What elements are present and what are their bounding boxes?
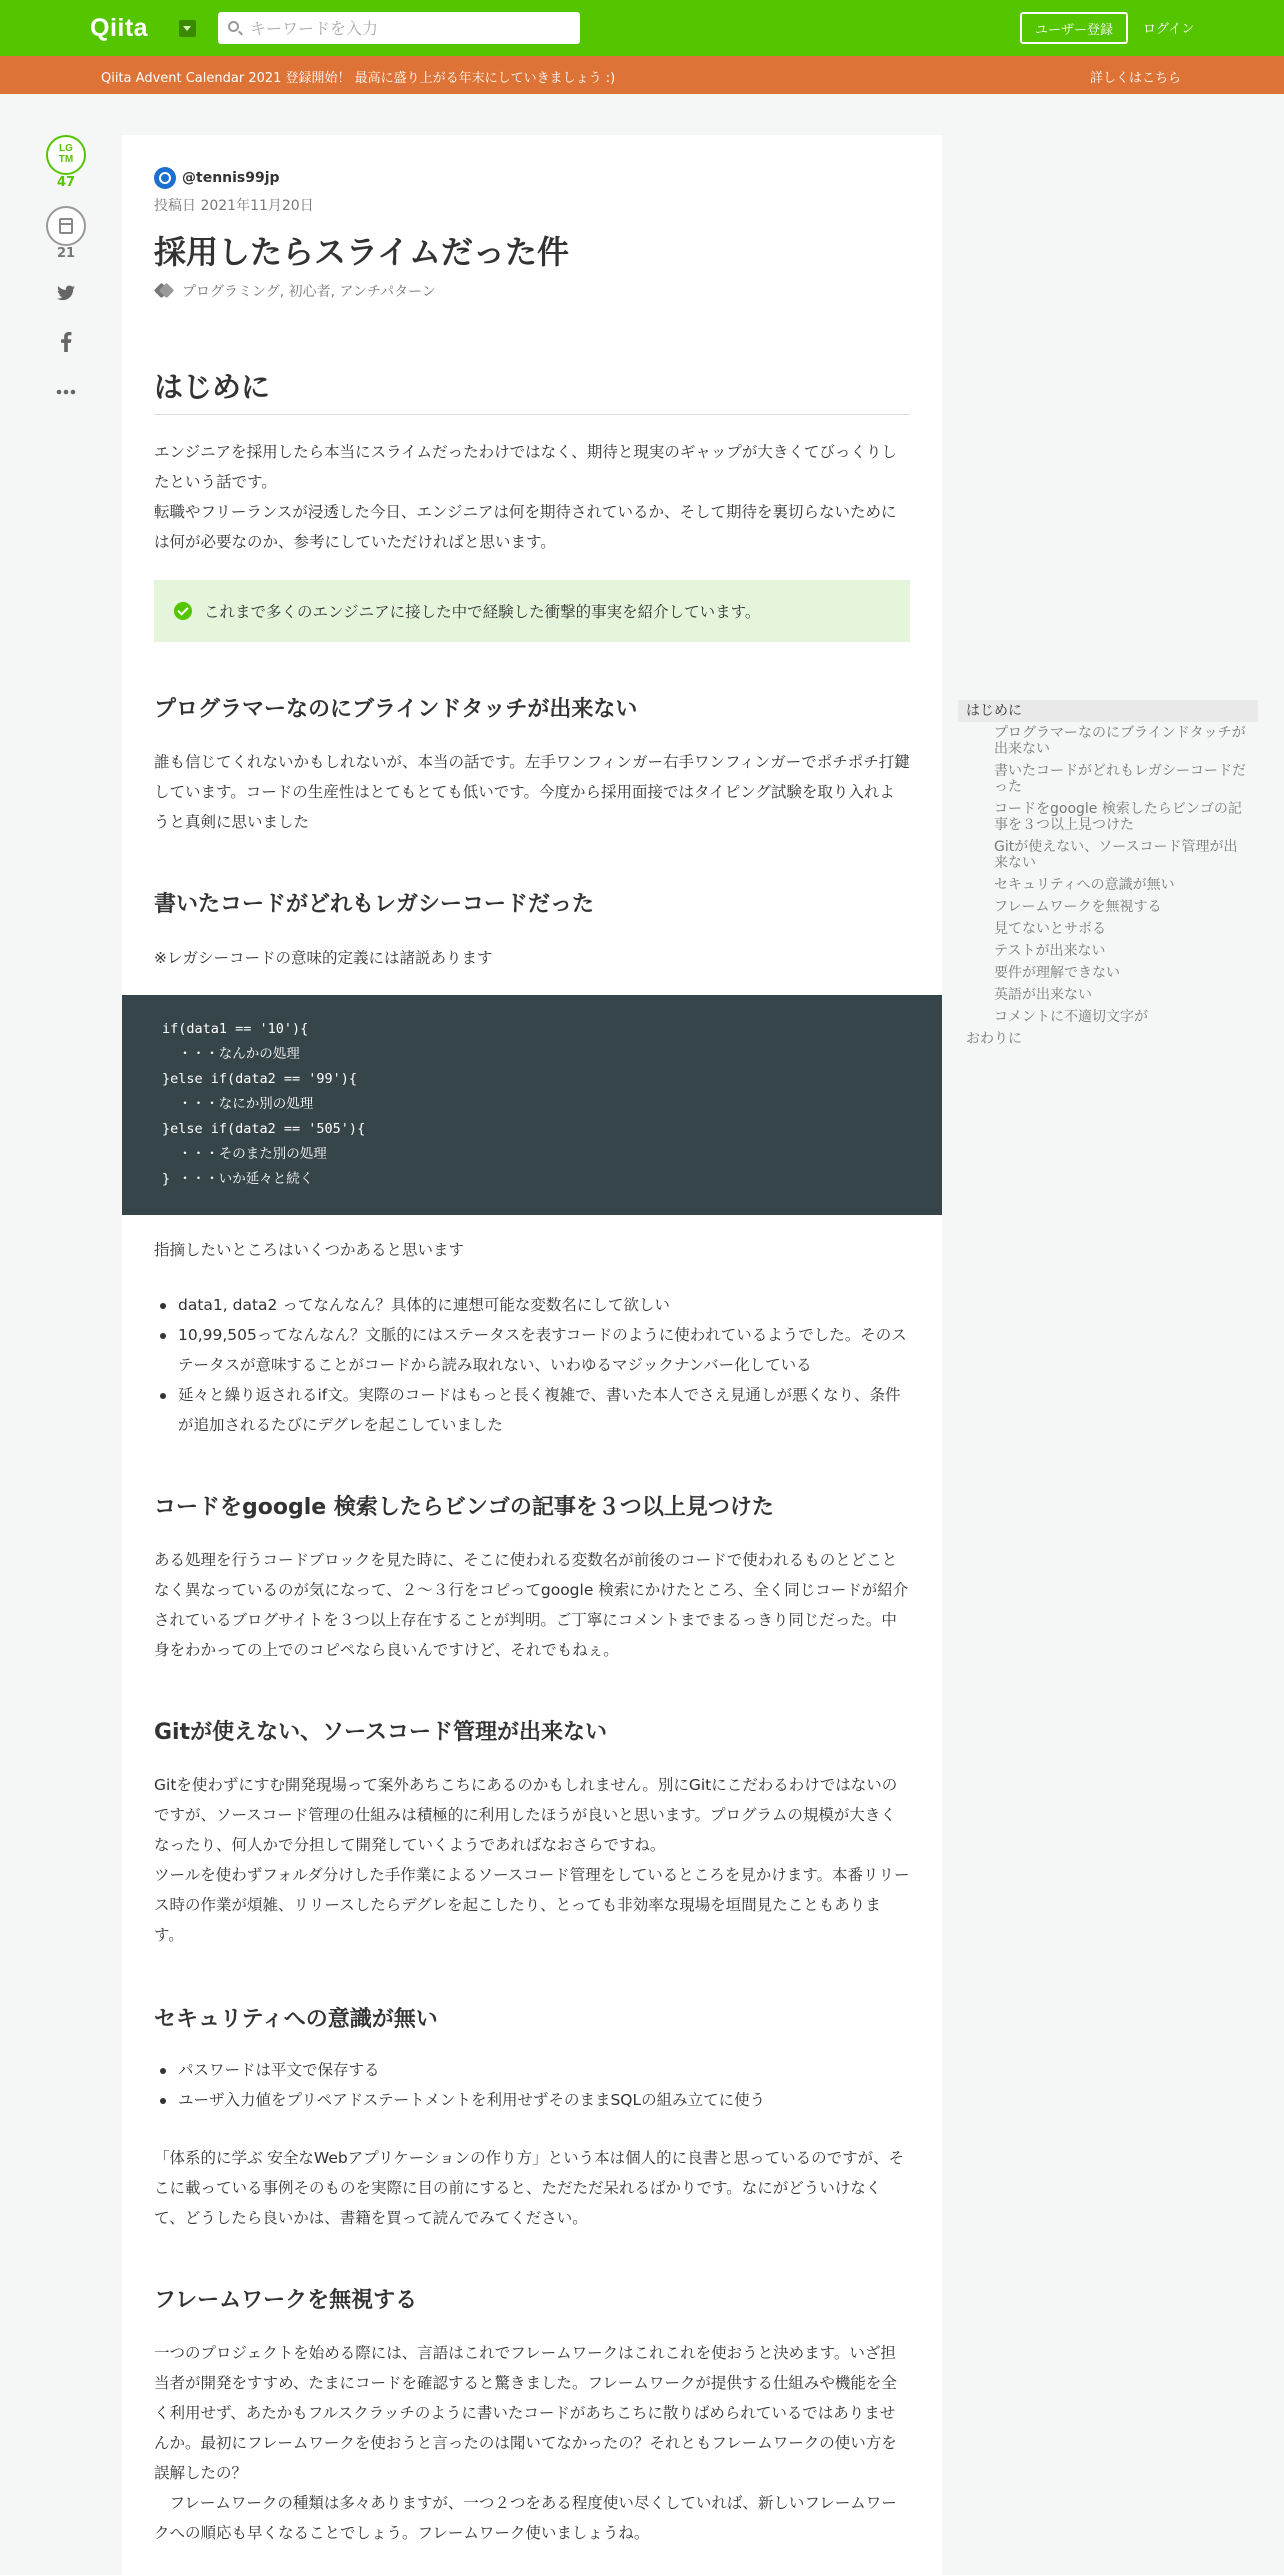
toc-item-legacy-code[interactable]: 書いたコードがどれもレガシーコードだった [994, 763, 1246, 795]
toc-item-security[interactable]: セキュリティへの意識が無い [994, 877, 1175, 893]
heading-security: セキュリティへの意識が無い [154, 2007, 438, 2032]
heading-google: コードをgoogle 検索したらビンゴの記事を３つ以上見つけた [154, 1495, 774, 1520]
article [122, 135, 942, 2575]
toc-item-blind-touch[interactable]: プログラマーなのにブラインドタッチが出来ない [994, 725, 1246, 757]
google-paragraph: ある処理を行うコードブロックを見た時に、そこに使われる変数名が前後のコードで使われるものとどことなく異なっているのが気になって、２～３行をコピってgoogle 検索にかけたところ、全く同じコードが紹介されているブログサイトを３つ以上存在することが判明。ご丁寧にコメントまでまるっきり同じだった。中身をわかっての上でのコピペなら良いんですけど、それでもねぇ。 [154, 1551, 909, 1659]
security-paragraph: 「体系的に学ぶ 安全なWebアプリケーションの作り方」という本は個人的に良書と思っているのですが、そこに載っている事例そのものを実際に目の前にすると、ただただ呆れるばかりです。なにがどういけなくて、どうしたら良いかは、書籍を買って読んでみてください。 [154, 2149, 905, 2227]
note-text: これまで多くのエンジニアに接した中で経験した衝撃的事実を紹介しています。 [204, 603, 761, 621]
announcement-banner [0, 56, 1284, 94]
security-list [178, 2055, 910, 2115]
list-item: ユーザ入力値をプリペアドステートメントを利用せずそのままSQLの組み立てに使う [178, 2085, 910, 2115]
tags-row [154, 281, 436, 301]
toc-item-google[interactable]: コードをgoogle 検索したらビンゴの記事を３つ以上見つけた [994, 801, 1242, 833]
heading-git: Gitが使えない、ソースコード管理が出来ない [154, 1720, 608, 1745]
toc-item-git[interactable]: Gitが使えない、ソースコード管理が出来ない [994, 839, 1238, 871]
toc-item-comments[interactable]: コメントに不適切文字が [994, 1009, 1148, 1025]
blind-touch-paragraph: 誰も信じてくれないかもしれないが、本当の話です。左手ワンフィンガー右手ワンフィンガーでポチポチ打鍵しています。コードの生産性はとてもとても低いです。今度から採用面接ではタイピング試験を取り入れようと真剣に思いました [154, 753, 910, 831]
signup-button[interactable]: ユーザー登録 [1020, 12, 1128, 44]
stock-count: 21 [56, 246, 76, 261]
list-item: 10,99,505ってなんなん？文脈的にはステータスを表すコードのように使われているようでした。そのステータスが意味することがコードから読み取れない、いわゆるマジックナンバー化している [178, 1320, 910, 1380]
toc-item-intro[interactable]: はじめに [958, 700, 1258, 722]
framework-paragraph: 一つのプロジェクトを始める際には、言語はこれでフレームワークはこれこれを使おうと決めます。いざ担当者が開発をすすめ、たまにコードを確認すると驚きました。フレームワークが提供する仕組みや機能を全く利用せず、あたかもフルスクラッチのように書いたコードがあちこちに散りばめられているではありませんか。最初にフレームワークを使おうと言ったのは聞いてなかったの？それともフレームワークの使い方を誤解したの？ フレームワークの種類は多々ありますが、一つ２つをある程度使い尽くしていれば、新しいフレームワークへの順応も早くなることでしょう。フレームワーク使いましょうね。 [154, 2344, 897, 2542]
check-circle-icon [174, 602, 192, 620]
more-options-icon[interactable] [56, 380, 76, 400]
stock-icon [59, 218, 73, 234]
facebook-icon[interactable] [56, 332, 76, 352]
legacy-note: ※レガシーコードの意味的定義には諸説あります [154, 949, 493, 967]
search-box[interactable] [218, 12, 580, 44]
lgtm-label-line2: TM [58, 154, 74, 165]
login-link[interactable]: ログイン [1143, 22, 1195, 37]
list-item: 延々と繰り返されるif文。実際のコードはもっと長く複雑で、書いた本人でさえ見通しが悪くなり、条件が追加されるたびにデグレを起こしていました [178, 1380, 910, 1440]
list-item: パスワードは平文で保存する [178, 2055, 910, 2085]
toc-item-slacking[interactable]: 見てないとサボる [994, 921, 1106, 937]
post-date: 投稿日 2021年11月20日 [154, 198, 314, 214]
qiita-logo[interactable]: Qiita [90, 13, 149, 42]
legacy-after: 指摘したいところはいくつかあると思います [154, 1241, 465, 1259]
search-input[interactable] [250, 12, 570, 44]
list-item: data1, data2 ってなんなん？具体的に連想可能な変数名にして欲しい [178, 1290, 910, 1320]
git-paragraph: Gitを使わずにすむ開発現場って案外あちこちにあるのかもしれません。別にGitにこだわるわけではないのですが、ソースコード管理の仕組みは積極的に利用したほうが良いと思います。プログラムの規模が大きくなったり、何人かで分担して開発していくようであればなおさらですね。 ツールを使わずフォルダ分けした手作業によるソースコード管理をしているところを見かけます。本番リリース時の作業が煩雑、リリースしたらデグレを起こしたり、とっても非効率な現場を垣間見たこともあります。 [154, 1776, 910, 1944]
banner-link[interactable]: 詳しくはこちら [1090, 71, 1182, 86]
toc-item-framework[interactable]: フレームワークを無視する [994, 899, 1162, 915]
info-note [154, 580, 910, 642]
avatar[interactable] [154, 167, 176, 189]
lgtm-button[interactable] [46, 135, 86, 175]
heading-blind-touch: プログラマーなのにブラインドタッチが出来ない [154, 697, 638, 722]
tag-icon [154, 283, 174, 299]
banner-text[interactable]: Qiita Advent Calendar 2021 登録開始！ 最高に盛り上がる年末にしていきましょう :) [101, 71, 616, 86]
intro-paragraph: エンジニアを採用したら本当にスライムだったわけではなく、期待と現実のギャップが大きくてびっくりしたという話です。 転職やフリーランスが浸透した今日、エンジニアは何を期待されているか、そして期待を裏切らないためには何が必要なのか、参考にしていただければと思います。 [154, 443, 897, 551]
heading-framework: フレームワークを無視する [154, 2288, 418, 2313]
article-title: 採用したらスライムだった件 [154, 233, 570, 271]
lgtm-label [48, 143, 84, 165]
toc-item-english[interactable]: 英語が出来ない [994, 987, 1092, 1003]
top-navbar [0, 0, 1284, 56]
legacy-list [178, 1290, 910, 1440]
author-name[interactable]: @tennis99jp [182, 170, 280, 186]
heading-legacy-code: 書いたコードがどれもレガシーコードだった [154, 892, 595, 917]
toc-item-testing[interactable]: テストが出来ない [994, 943, 1106, 959]
search-icon [228, 21, 239, 32]
lgtm-label-line1: LG [59, 143, 73, 154]
toc-item-requirements[interactable]: 要件が理解できない [994, 965, 1120, 981]
author-row[interactable] [154, 167, 280, 189]
heading-intro: はじめに [154, 365, 910, 415]
toc-item-conclusion[interactable]: おわりに [966, 1031, 1022, 1047]
tag-list[interactable]: プログラミング, 初心者, アンチパターン [182, 284, 436, 300]
table-of-contents [958, 700, 1258, 1050]
lgtm-count: 47 [56, 175, 76, 190]
chevron-down-icon[interactable] [179, 20, 196, 37]
code-content: if(data1 == '10'){ ・・・なんかの処理 }else if(data2 == '99'){ ・・・なにか別の処理 }else if(data2 == '505'){ ・・・そのまた別の処理 } ・・・いか延々と続く [162, 1021, 366, 1187]
twitter-icon[interactable] [56, 285, 76, 305]
stock-button[interactable] [46, 206, 86, 246]
code-block [122, 995, 942, 1215]
